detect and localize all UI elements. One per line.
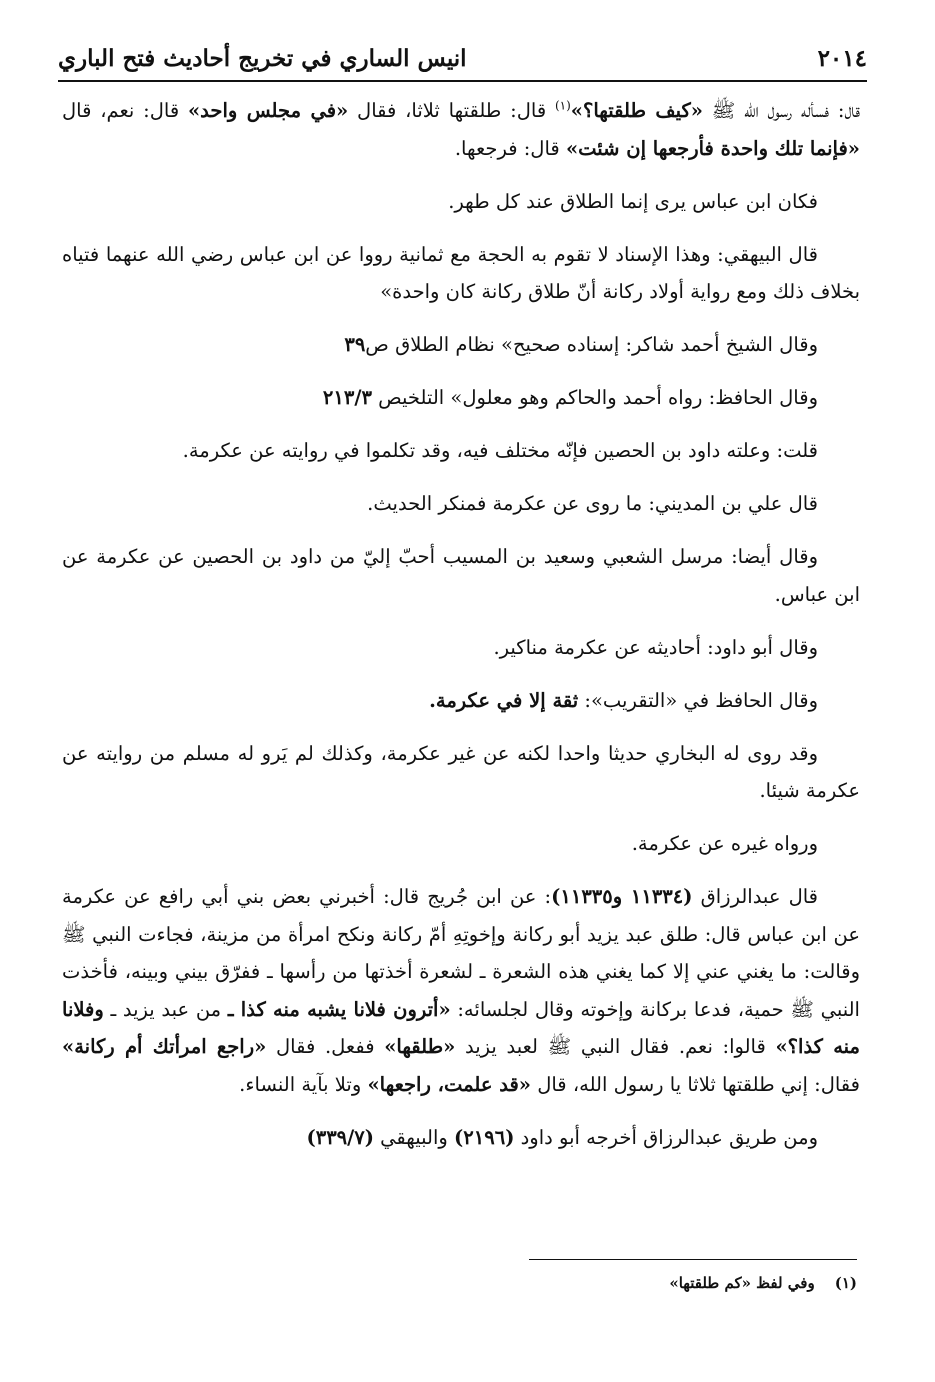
footnote-text: وفي لفظ «كم طلقتها» (669, 1274, 815, 1292)
paragraph-8: وقال أيضا: مرسل الشعبي وسعيد بن المسيب أحبّ إليّ من داود بن الحصين عن عكرمة عن ابن عباس. (62, 545, 860, 606)
footnote-marker: (١) (554, 98, 571, 113)
paragraph-12: ورواه غيره عن عكرمة. (631, 832, 818, 855)
book-title: انيس الساري في تخريج أحاديث فتح الباري (58, 44, 467, 72)
footnote-number: (١) (834, 1274, 857, 1292)
page-number: ٢٠١٤ (817, 44, 867, 72)
running-header (58, 40, 867, 76)
footnote (300, 1270, 857, 1296)
paragraph-4: وقال الشيخ أحمد شاكر: إسناده صحيح» نظام الطلاق ص٣٩ (344, 333, 818, 356)
paragraph-3: قال البيهقي: وهذا الإسناد لا تقوم به الحجة مع ثمانية رووا عن ابن عباس رضي الله عنهما فتياه بخلاف ذلك ومع رواية أولاد ركانة أنّ طلاق ركانة كان واحدة» (62, 242, 860, 303)
paragraph-6: قلت: وعلته داود بن الحصين فإنّه مختلف فيه، وقد تكلموا في روايته عن عكرمة. (182, 439, 818, 462)
paragraph-1: قال: فسأله رسول الله ﷺ «كيف طلقتها؟»$^{(١)}$ قال: طلقتها ثلاثا، فقال «في مجلس واحد» قال: نعم، قال «فإنما تلك واحدة فأرجعها إن شئت» قال: فرجعها. (62, 98, 860, 160)
paragraph-11: وقد روى له البخاري حديثا واحدا لكنه عن غير عكرمة، وكذلك لم يَرو له مسلم من روايته عن عكرمة شيئا. (62, 741, 860, 802)
paragraph-10: وقال الحافظ في «التقريب»: ثقة إلا في عكرمة. (429, 688, 818, 712)
footnote-rule (529, 1259, 857, 1260)
main-text (62, 92, 860, 1172)
paragraph-14: ومن طريق عبدالرزاق أخرجه أبو داود (٢١٩٦) والبيهقي (٣٣٩/٧) (306, 1125, 818, 1149)
paragraph-9: وقال أبو داود: أحاديثه عن عكرمة مناكير. (493, 635, 818, 659)
paragraph-7: قال علي بن المديني: ما روى عن عكرمة فمنكر الحديث. (367, 492, 818, 515)
header-rule (58, 80, 867, 82)
paragraph-2: فكان ابن عباس يرى إنما الطلاق عند كل طهر. (448, 189, 818, 213)
paragraph-13: قال عبدالرزاق (١١٣٣٤ و١١٣٣٥): عن ابن جُريج قال: أخبرني بعض بني أبي رافع عن عكرمة عن ابن عباس قال: طلق عبد يزيد أبو ركانة وإخوتِهِ أمّ ركانة ونكح امرأة من مزينة، فجاءت النبي ﷺ وقالت: ما يغني عني إلا كما يغني هذه الشعرة ـ لشعرة أخذتها من رأسها ـ ففرّق بيني وبينه، فأخذت النبي ﷺ حمية، فدعا بركانة وإخوته وقال لجلسائه: «أترون فلانا يشبه منه كذا ـ من عبد يزيد ـ وفلانا منه كذا؟» قالوا: نعم. فقال النبي ﷺ لعبد يزيد «طلقها» ففعل. فقال «راجع امرأتك أم ركانة» فقال: إني طلقتها ثلاثا يا رسول الله، قال «قد علمت، راجعها» وتلا بآية النساء. (62, 885, 860, 1096)
paragraph-5: وقال الحافظ: رواه أحمد والحاكم وهو معلول» التلخيص ٢١٣/٣ (322, 386, 818, 409)
